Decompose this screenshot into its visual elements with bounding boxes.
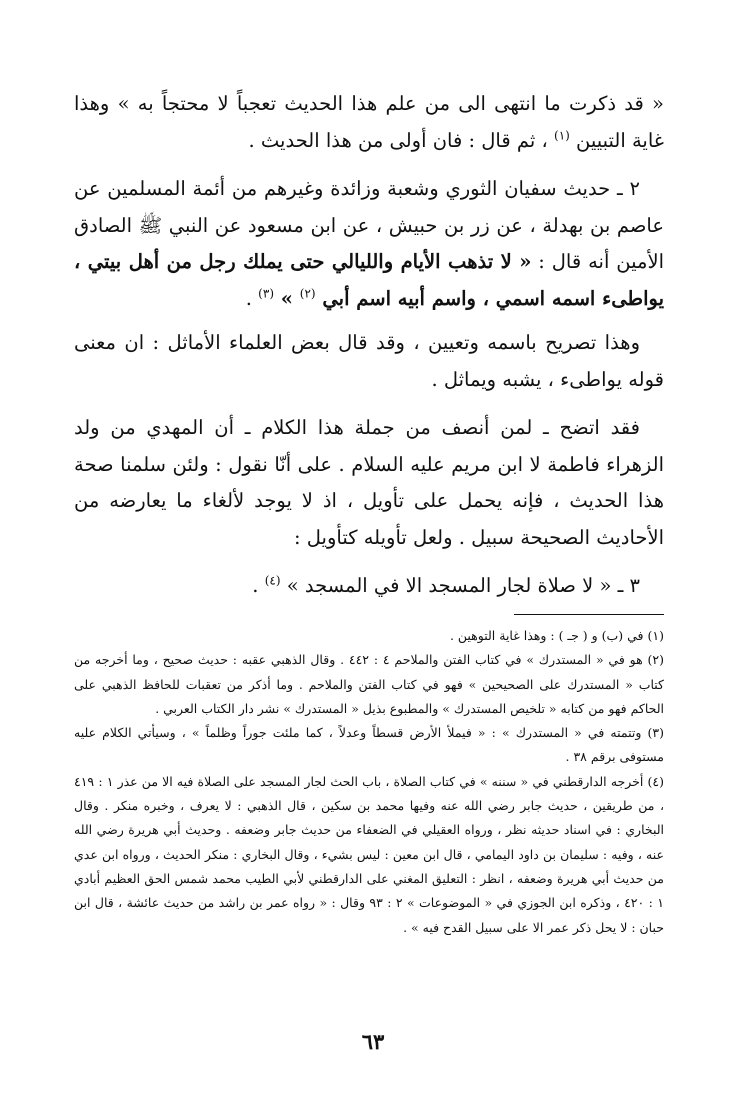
paragraph-4: فقد اتضح ـ لمن أنصف من جملة هذا الكلام ـ أن المهدي من ولد الزهراء فاطمة لا ابن مريم عليه السلام . على أنّا نقول : ولئن سلمنا صحة هذا الحديث ، فإنه يحمل على تأويل ، اذ لا يوجد لألغاء ما يعارضه من الأحاديث الصحيحة سبيل . ولعل تأويله كتأويل : [74, 416, 664, 549]
paragraph-1-text: « قد ذكرت ما انتهى الى من علم هذا الحديث تعجباً لا محتجاً به » وهذا غاية التبيين [74, 92, 664, 152]
footnote-2: (٢) هو في « المستدرك » في كتاب الفتن والملاحم ٤ : ٤٤٢ . وقال الذهبي عقبه : حديث صحيح ، وما أخرجه من كتاب « المستدرك على الصحيحين » فهو في كتاب الفتن والملاحم . وما أذكر من تعقبات للحافظ الذهبي على الحاكم فهو من كتابه « تلخيص المستدرك » والمطبوع بذيل « المستدرك » نشر دار الكتاب العربي . [74, 652, 664, 716]
footnotes [74, 624, 664, 940]
page-number: ٦٣ [361, 1029, 385, 1054]
paragraph-3: وهذا تصريح باسمه وتعيين ، وقد قال بعض العلماء الأماثل : ان معنى قوله يواطىء ، يشبه ويماثل . [74, 331, 664, 391]
paragraph-2 [74, 171, 664, 317]
paragraph-5-text: ٣ ـ « لا صلاة لجار المسجد الا في المسجد » [280, 574, 640, 597]
footnote-3: (٣) وتتمته في « المستدرك » : « فيملأ الأرض قسطاً وعدلاً ، كما ملئت جوراً وظلماً » ، وسيأتي الكلام عليه مستوفى برقم ٣٨ . [74, 725, 664, 765]
paragraph-1-end: ، ثم قال : فان أولى من هذا الحديث . [248, 128, 554, 152]
footnote-ref-1: (١) [554, 128, 570, 142]
paragraph-2-end: . [245, 286, 259, 310]
footnote-4: (٤) أخرجه الدارقطني في « سننه » في كتاب الصلاة ، باب الحث لجار المسجد على الصلاة فيه الا من عذر ١ : ٤١٩ ، من طريقين ، حديث جابر رضي الله عنه وفيها محمد بن سكين ، قال الذهبي : لا يعرف ، وخبره منكر . وقال البخاري : في اسناد حديثه نظر ، ورواه العقيلي في الضعفاء من حديث جابر وضعفه . وحديث أبي هريرة رضي الله عنه ، وفيه : سليمان بن داود اليمامي ، قال ابن معين : ليس بشيء ، وقال البخاري : منكر الحديث ، ورواه ابن عدي من حديث أبي هريرة وضعفه ، انظر : التعليق المغني على الدارقطني لأبي الطيب محمد شمس الحق العظيم أبادي ١ : ٤٢٠ ، وذكره ابن الجوزي في « الموضوعات » ٢ : ٩٣ وقال : « رواه عمر بن راشد من حديث عائشة ، قال ابن حبان : لا يحل ذكر عمر الا على سبيل القدح فيه » . [74, 773, 664, 935]
hadith-quote-end: » [274, 286, 300, 310]
hadith-quote: « لا تذهب الأيام والليالي حتى يملك رجل من أهل بيتي ، يواطىء اسمه اسمي ، واسم أبيه اسم أبي [74, 250, 664, 310]
footnote-ref-3: (٣) [258, 286, 274, 300]
paragraph-2-text: ٢ ـ حديث سفيان الثوري وشعبة وزائدة وغيرهم من أئمة المسلمين عن عاصم بن بهدلة ، عن زر بن حبيش ، عن ابن مسعود عن النبي ﷺ الصادق الأمين أنه قال : [74, 177, 664, 273]
footnote-1: (١) في (ب) و ( جـ ) : وهذا غاية التوهين . [449, 628, 664, 643]
paragraph-5-end: . [252, 574, 265, 597]
footnote-divider [514, 614, 664, 615]
paragraph-1 [74, 86, 664, 159]
paragraph-5 [74, 568, 664, 605]
main-text [74, 86, 664, 605]
footnote-ref-2: (٢) [299, 286, 316, 300]
footnote-ref-4: (٤) [264, 573, 281, 588]
